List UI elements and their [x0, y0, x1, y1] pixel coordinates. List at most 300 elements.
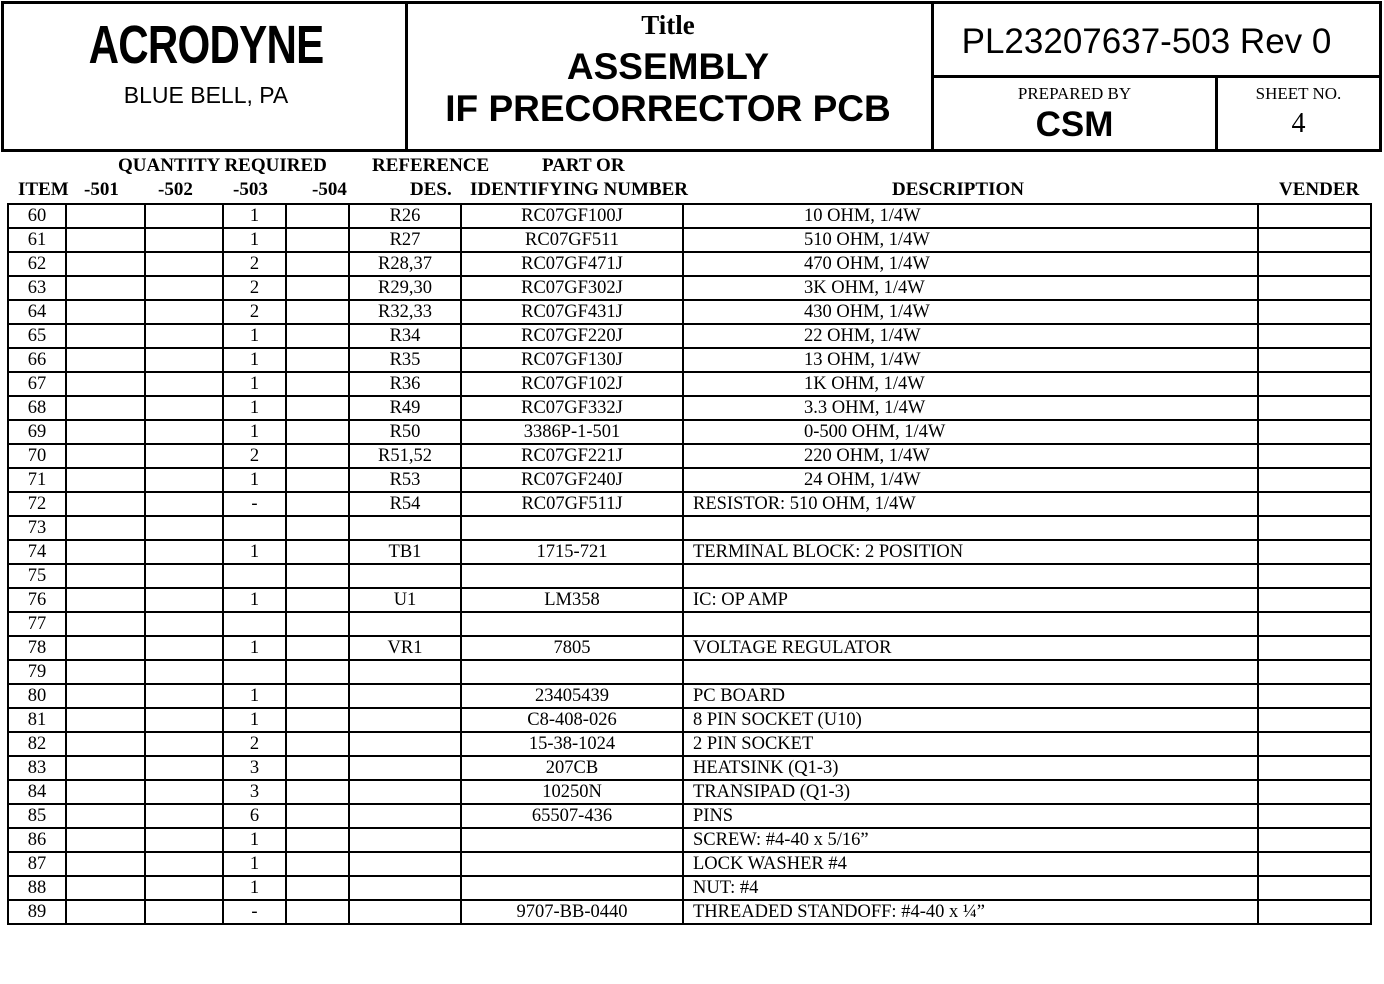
description-cell: LOCK WASHER #4 — [683, 852, 1258, 876]
reference-cell — [349, 564, 461, 588]
part-number-cell: RC07GF511J — [461, 492, 683, 516]
reference-cell — [349, 756, 461, 780]
qty-504-cell — [286, 564, 349, 588]
company-logo: ACRODYNE — [88, 15, 324, 75]
part-number-cell: RC07GF511 — [461, 228, 683, 252]
vender-cell — [1258, 204, 1371, 228]
qty-501-cell — [66, 420, 145, 444]
qty-503-cell: - — [223, 492, 286, 516]
description-cell: 510 OHM, 1/4W — [683, 228, 1258, 252]
qty-503-cell: 3 — [223, 756, 286, 780]
prepared-by-label: PREPARED BY — [1017, 84, 1132, 103]
part-number-cell — [461, 852, 683, 876]
title-cell — [408, 4, 934, 149]
qty-501-cell — [66, 348, 145, 372]
qty-503-cell: 1 — [223, 588, 286, 612]
table-row — [8, 444, 1371, 468]
vender-cell — [1258, 492, 1371, 516]
table-row — [8, 228, 1371, 252]
qty-503-cell: 1 — [223, 852, 286, 876]
qty-502-cell — [145, 828, 223, 852]
qty-502-cell — [145, 444, 223, 468]
table-row — [8, 588, 1371, 612]
vender-cell — [1258, 468, 1371, 492]
part-number-cell — [934, 4, 1379, 78]
item-cell: 89 — [8, 900, 66, 924]
vender-cell — [1258, 444, 1371, 468]
table-row — [8, 804, 1371, 828]
description-cell: 1K OHM, 1/4W — [683, 372, 1258, 396]
qty-503-cell: 1 — [223, 468, 286, 492]
reference-cell: R26 — [349, 204, 461, 228]
item-cell: 66 — [8, 348, 66, 372]
description-cell: TRANSIPAD (Q1-3) — [683, 780, 1258, 804]
reference-cell: R35 — [349, 348, 461, 372]
reference-cell: R27 — [349, 228, 461, 252]
item-cell: 78 — [8, 636, 66, 660]
qty-503-cell: 1 — [223, 828, 286, 852]
prepared-by-cell — [934, 78, 1218, 149]
qty-502-cell — [145, 852, 223, 876]
qty-501-cell — [66, 660, 145, 684]
description-cell: 24 OHM, 1/4W — [683, 468, 1258, 492]
part-number-cell: 7805 — [461, 636, 683, 660]
qty-504-cell — [286, 444, 349, 468]
vender-cell — [1258, 852, 1371, 876]
qty-503-cell: 1 — [223, 876, 286, 900]
qty-501-cell — [66, 252, 145, 276]
qty-502-cell — [145, 300, 223, 324]
reference-cell: VR1 — [349, 636, 461, 660]
description-cell: IC: OP AMP — [683, 588, 1258, 612]
reference-cell — [349, 660, 461, 684]
qty-504-cell — [286, 396, 349, 420]
part-number-cell: 3386P-1-501 — [461, 420, 683, 444]
reference-cell — [349, 876, 461, 900]
qty-503-cell: 2 — [223, 276, 286, 300]
qty-503-cell: 1 — [223, 348, 286, 372]
reference-cell — [349, 900, 461, 924]
qty-504-cell — [286, 684, 349, 708]
qty-501-cell — [66, 468, 145, 492]
description-cell: 3K OHM, 1/4W — [683, 276, 1258, 300]
info-cell — [934, 4, 1379, 149]
item-cell: 75 — [8, 564, 66, 588]
header-des: DES. — [410, 179, 452, 200]
qty-501-cell — [66, 804, 145, 828]
item-cell: 62 — [8, 252, 66, 276]
qty-504-cell — [286, 780, 349, 804]
part-number-cell: 10250N — [461, 780, 683, 804]
reference-cell: R49 — [349, 396, 461, 420]
description-cell: 8 PIN SOCKET (U10) — [683, 708, 1258, 732]
table-row — [8, 612, 1371, 636]
table-row — [8, 756, 1371, 780]
qty-504-cell — [286, 588, 349, 612]
company-location: BLUE BELL, PA — [123, 82, 289, 108]
header-reference: REFERENCE — [372, 155, 490, 176]
item-cell: 72 — [8, 492, 66, 516]
vender-cell — [1258, 396, 1371, 420]
qty-501-cell — [66, 588, 145, 612]
description-cell: THREADED STANDOFF: #4-40 x ¼” — [683, 900, 1258, 924]
qty-503-cell — [223, 564, 286, 588]
reference-cell: R28,37 — [349, 252, 461, 276]
qty-504-cell — [286, 612, 349, 636]
description-cell: RESISTOR: 510 OHM, 1/4W — [683, 492, 1258, 516]
part-number-cell: RC07GF471J — [461, 252, 683, 276]
qty-501-cell — [66, 876, 145, 900]
item-cell: 84 — [8, 780, 66, 804]
qty-502-cell — [145, 876, 223, 900]
document-title-line1: ASSEMBLY — [566, 46, 770, 87]
item-cell: 82 — [8, 732, 66, 756]
qty-503-cell: 3 — [223, 780, 286, 804]
table-row — [8, 276, 1371, 300]
qty-501-cell — [66, 396, 145, 420]
reference-cell: R29,30 — [349, 276, 461, 300]
item-cell: 83 — [8, 756, 66, 780]
qty-503-cell: - — [223, 900, 286, 924]
sheet-label: SHEET NO. — [1255, 84, 1342, 103]
qty-504-cell — [286, 900, 349, 924]
description-cell — [683, 612, 1258, 636]
qty-501-cell — [66, 708, 145, 732]
qty-504-cell — [286, 852, 349, 876]
header-item: ITEM — [18, 179, 69, 200]
part-number-cell: 15-38-1024 — [461, 732, 683, 756]
part-number-cell: RC07GF332J — [461, 396, 683, 420]
qty-503-cell: 1 — [223, 684, 286, 708]
qty-504-cell — [286, 348, 349, 372]
qty-502-cell — [145, 468, 223, 492]
document-title-line2: IF PRECORRECTOR PCB — [445, 88, 891, 129]
part-number-cell: 23405439 — [461, 684, 683, 708]
description-cell: 2 PIN SOCKET — [683, 732, 1258, 756]
item-cell: 81 — [8, 708, 66, 732]
qty-501-cell — [66, 756, 145, 780]
description-cell: 3.3 OHM, 1/4W — [683, 396, 1258, 420]
description-cell: 470 OHM, 1/4W — [683, 252, 1258, 276]
qty-504-cell — [286, 516, 349, 540]
qty-503-cell: 1 — [223, 636, 286, 660]
description-cell: PINS — [683, 804, 1258, 828]
item-cell: 88 — [8, 876, 66, 900]
item-cell: 76 — [8, 588, 66, 612]
qty-503-cell: 2 — [223, 732, 286, 756]
table-row — [8, 372, 1371, 396]
part-number-cell: RC07GF100J — [461, 204, 683, 228]
item-cell: 77 — [8, 612, 66, 636]
qty-504-cell — [286, 300, 349, 324]
qty-502-cell — [145, 612, 223, 636]
description-cell: NUT: #4 — [683, 876, 1258, 900]
header-identifying-number: IDENTIFYING NUMBER — [470, 179, 688, 200]
qty-502-cell — [145, 516, 223, 540]
sheet-number: 4 — [1291, 108, 1306, 139]
qty-502-cell — [145, 324, 223, 348]
vender-cell — [1258, 612, 1371, 636]
part-number-cell: RC07GF220J — [461, 324, 683, 348]
reference-cell — [349, 708, 461, 732]
qty-504-cell — [286, 540, 349, 564]
qty-502-cell — [145, 228, 223, 252]
qty-502-cell — [145, 660, 223, 684]
part-number-cell — [461, 828, 683, 852]
table-row — [8, 684, 1371, 708]
qty-501-cell — [66, 276, 145, 300]
item-cell: 71 — [8, 468, 66, 492]
qty-501-cell — [66, 372, 145, 396]
table-row — [8, 732, 1371, 756]
header-part-or: PART OR — [542, 155, 625, 176]
qty-504-cell — [286, 828, 349, 852]
reference-cell: R51,52 — [349, 444, 461, 468]
qty-502-cell — [145, 708, 223, 732]
vender-cell — [1258, 684, 1371, 708]
parts-table — [7, 203, 1372, 925]
qty-501-cell — [66, 324, 145, 348]
table-row — [8, 396, 1371, 420]
item-cell: 65 — [8, 324, 66, 348]
qty-501-cell — [66, 732, 145, 756]
qty-502-cell — [145, 564, 223, 588]
vender-cell — [1258, 300, 1371, 324]
part-number-cell — [461, 612, 683, 636]
part-number-cell: RC07GF130J — [461, 348, 683, 372]
reference-cell — [349, 516, 461, 540]
vender-cell — [1258, 660, 1371, 684]
description-cell: 10 OHM, 1/4W — [683, 204, 1258, 228]
part-number-cell — [461, 564, 683, 588]
description-cell — [683, 516, 1258, 540]
description-cell — [683, 660, 1258, 684]
item-cell: 60 — [8, 204, 66, 228]
part-number-cell: 1715-721 — [461, 540, 683, 564]
qty-503-cell: 1 — [223, 540, 286, 564]
vender-cell — [1258, 588, 1371, 612]
item-cell: 68 — [8, 396, 66, 420]
qty-501-cell — [66, 540, 145, 564]
qty-503-cell: 1 — [223, 204, 286, 228]
table-row — [8, 828, 1371, 852]
reference-cell — [349, 780, 461, 804]
qty-501-cell — [66, 828, 145, 852]
vender-cell — [1258, 516, 1371, 540]
item-cell: 74 — [8, 540, 66, 564]
part-number-cell — [461, 876, 683, 900]
qty-504-cell — [286, 708, 349, 732]
header-504: -504 — [312, 179, 347, 200]
qty-503-cell — [223, 660, 286, 684]
qty-501-cell — [66, 492, 145, 516]
qty-502-cell — [145, 636, 223, 660]
description-cell: 430 OHM, 1/4W — [683, 300, 1258, 324]
qty-504-cell — [286, 276, 349, 300]
part-number-cell: RC07GF240J — [461, 468, 683, 492]
item-cell: 67 — [8, 372, 66, 396]
qty-503-cell — [223, 612, 286, 636]
description-cell: HEATSINK (Q1-3) — [683, 756, 1258, 780]
description-cell: TERMINAL BLOCK: 2 POSITION — [683, 540, 1258, 564]
vender-cell — [1258, 876, 1371, 900]
description-cell: 0-500 OHM, 1/4W — [683, 420, 1258, 444]
qty-502-cell — [145, 276, 223, 300]
part-number-cell: LM358 — [461, 588, 683, 612]
vender-cell — [1258, 252, 1371, 276]
qty-503-cell: 2 — [223, 444, 286, 468]
vender-cell — [1258, 732, 1371, 756]
part-number-cell — [461, 516, 683, 540]
qty-503-cell: 1 — [223, 372, 286, 396]
table-row — [8, 900, 1371, 924]
table-row — [8, 204, 1371, 228]
table-row — [8, 324, 1371, 348]
vender-cell — [1258, 828, 1371, 852]
header-vender: VENDER — [1279, 179, 1360, 200]
table-row — [8, 300, 1371, 324]
part-number-cell: 9707-BB-0440 — [461, 900, 683, 924]
reference-cell: R50 — [349, 420, 461, 444]
qty-503-cell: 2 — [223, 300, 286, 324]
qty-502-cell — [145, 252, 223, 276]
description-cell: 220 OHM, 1/4W — [683, 444, 1258, 468]
title-block — [1, 1, 1382, 152]
qty-502-cell — [145, 732, 223, 756]
qty-501-cell — [66, 636, 145, 660]
table-row — [8, 564, 1371, 588]
item-cell: 79 — [8, 660, 66, 684]
qty-504-cell — [286, 228, 349, 252]
qty-503-cell: 6 — [223, 804, 286, 828]
qty-504-cell — [286, 252, 349, 276]
reference-cell — [349, 684, 461, 708]
qty-501-cell — [66, 780, 145, 804]
description-cell — [683, 564, 1258, 588]
qty-503-cell: 1 — [223, 228, 286, 252]
qty-502-cell — [145, 588, 223, 612]
qty-502-cell — [145, 780, 223, 804]
part-number-cell: C8-408-026 — [461, 708, 683, 732]
table-row — [8, 540, 1371, 564]
reference-cell: U1 — [349, 588, 461, 612]
part-number: PL23207637-503 Rev 0 — [961, 22, 1332, 61]
sheet-cell — [1218, 78, 1379, 149]
reference-cell — [349, 612, 461, 636]
table-row — [8, 468, 1371, 492]
qty-501-cell — [66, 684, 145, 708]
qty-502-cell — [145, 540, 223, 564]
table-row — [8, 852, 1371, 876]
part-number-cell: RC07GF302J — [461, 276, 683, 300]
reference-cell: R54 — [349, 492, 461, 516]
part-number-cell: RC07GF221J — [461, 444, 683, 468]
vender-cell — [1258, 372, 1371, 396]
qty-503-cell: 1 — [223, 420, 286, 444]
description-cell: VOLTAGE REGULATOR — [683, 636, 1258, 660]
item-cell: 86 — [8, 828, 66, 852]
description-cell: SCREW: #4-40 x 5/16” — [683, 828, 1258, 852]
qty-502-cell — [145, 684, 223, 708]
vender-cell — [1258, 756, 1371, 780]
table-row — [8, 516, 1371, 540]
qty-501-cell — [66, 444, 145, 468]
description-cell: PC BOARD — [683, 684, 1258, 708]
header-502: -502 — [158, 179, 193, 200]
qty-502-cell — [145, 900, 223, 924]
vender-cell — [1258, 564, 1371, 588]
table-row — [8, 780, 1371, 804]
vender-cell — [1258, 348, 1371, 372]
qty-503-cell: 1 — [223, 708, 286, 732]
qty-503-cell: 1 — [223, 396, 286, 420]
qty-504-cell — [286, 732, 349, 756]
description-cell: 22 OHM, 1/4W — [683, 324, 1258, 348]
header-quantity-required: QUANTITY REQUIRED — [118, 155, 327, 176]
part-number-cell: 65507-436 — [461, 804, 683, 828]
qty-504-cell — [286, 468, 349, 492]
vender-cell — [1258, 804, 1371, 828]
description-cell: 13 OHM, 1/4W — [683, 348, 1258, 372]
qty-501-cell — [66, 516, 145, 540]
company-cell — [4, 4, 408, 149]
vender-cell — [1258, 708, 1371, 732]
qty-502-cell — [145, 756, 223, 780]
qty-504-cell — [286, 756, 349, 780]
item-cell: 64 — [8, 300, 66, 324]
part-number-cell: 207CB — [461, 756, 683, 780]
vender-cell — [1258, 420, 1371, 444]
qty-502-cell — [145, 420, 223, 444]
qty-504-cell — [286, 324, 349, 348]
vender-cell — [1258, 780, 1371, 804]
qty-503-cell: 1 — [223, 324, 286, 348]
reference-cell — [349, 732, 461, 756]
item-cell: 80 — [8, 684, 66, 708]
table-row — [8, 876, 1371, 900]
qty-502-cell — [145, 348, 223, 372]
qty-501-cell — [66, 204, 145, 228]
table-row — [8, 636, 1371, 660]
vender-cell — [1258, 900, 1371, 924]
table-row — [8, 492, 1371, 516]
reference-cell — [349, 852, 461, 876]
qty-501-cell — [66, 228, 145, 252]
vender-cell — [1258, 228, 1371, 252]
vender-cell — [1258, 636, 1371, 660]
vender-cell — [1258, 324, 1371, 348]
vender-cell — [1258, 540, 1371, 564]
prepared-by-value: CSM — [1035, 105, 1114, 144]
qty-502-cell — [145, 804, 223, 828]
reference-cell: R32,33 — [349, 300, 461, 324]
item-cell: 61 — [8, 228, 66, 252]
item-cell: 63 — [8, 276, 66, 300]
qty-504-cell — [286, 876, 349, 900]
qty-504-cell — [286, 420, 349, 444]
table-row — [8, 708, 1371, 732]
qty-501-cell — [66, 564, 145, 588]
item-cell: 73 — [8, 516, 66, 540]
table-row — [8, 660, 1371, 684]
table-row — [8, 420, 1371, 444]
header-503: -503 — [233, 179, 268, 200]
reference-cell: R34 — [349, 324, 461, 348]
header-501: -501 — [84, 179, 119, 200]
qty-504-cell — [286, 804, 349, 828]
qty-504-cell — [286, 636, 349, 660]
table-row — [8, 252, 1371, 276]
